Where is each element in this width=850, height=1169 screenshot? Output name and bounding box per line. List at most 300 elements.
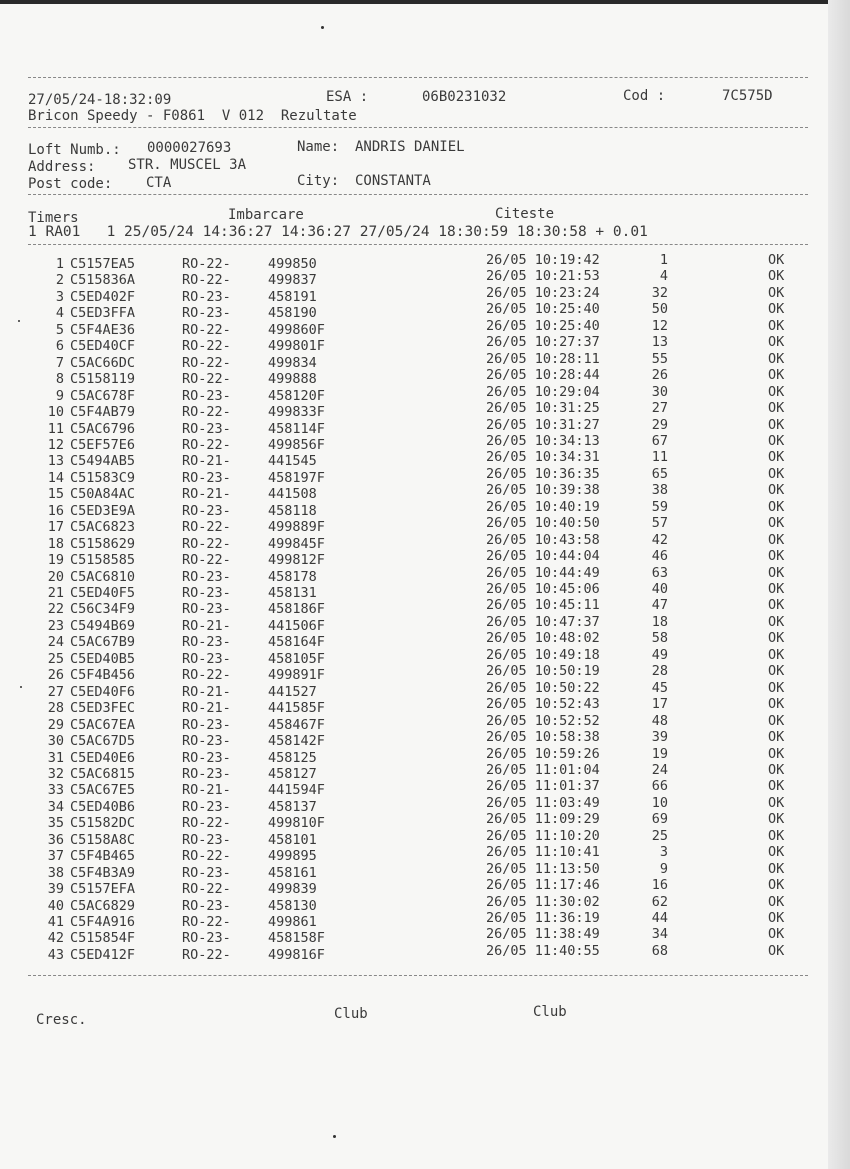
position: 69 (651, 811, 668, 828)
ring-id: C5ED40E6 (70, 749, 136, 766)
status-ok: OK (768, 663, 785, 680)
arrival-time: 26/05 11:13:50 (486, 860, 600, 877)
ring-number: 458120F (268, 387, 325, 404)
row-index: 33 (47, 782, 64, 799)
ring-id: C5ED402F (70, 288, 136, 305)
ring-series: RO-23- (182, 387, 231, 404)
result-row (0, 498, 850, 519)
result-row (0, 317, 850, 338)
ring-id: C5494B69 (70, 617, 136, 634)
row-index: 31 (47, 749, 64, 766)
status-ok: OK (768, 482, 785, 499)
result-row (0, 465, 850, 486)
postcode-label: Post code: (28, 176, 113, 192)
arrival-time: 26/05 10:58:38 (486, 729, 600, 746)
position: 13 (651, 334, 668, 351)
row-index: 29 (47, 716, 64, 733)
arrival-time: 26/05 10:29:04 (486, 383, 600, 400)
ring-number: 458164F (268, 634, 325, 651)
ring-series: RO-23- (182, 585, 231, 601)
separator-line (28, 244, 808, 245)
ring-id: C5157EA5 (70, 256, 136, 272)
ring-id: C5AC67B9 (70, 634, 136, 651)
ring-id: C5ED412F (70, 946, 136, 963)
ring-number: 458190 (268, 305, 317, 322)
position: 39 (651, 729, 668, 746)
status-ok: OK (768, 745, 785, 762)
row-index: 11 (47, 420, 64, 437)
arrival-time: 26/05 10:25:40 (486, 301, 600, 318)
ring-id: C5ED40CF (70, 338, 136, 355)
ring-number: 499888 (268, 371, 317, 388)
arrival-time: 26/05 11:09:29 (486, 811, 600, 828)
status-ok: OK (768, 778, 785, 795)
position: 30 (651, 383, 668, 400)
ring-id: C5AC6810 (70, 568, 136, 585)
ring-series: RO-23- (182, 469, 231, 486)
row-index: 19 (47, 552, 64, 569)
ring-series: RO-21- (182, 453, 231, 470)
ring-series: RO-23- (182, 305, 231, 322)
ring-series: RO-22- (182, 338, 231, 355)
club-label-2: Club (533, 1004, 567, 1020)
row-index: 13 (47, 453, 64, 470)
status-ok: OK (768, 416, 785, 433)
ring-series: RO-22- (182, 914, 231, 930)
arrival-time: 26/05 10:19:42 (486, 252, 600, 268)
row-index: 34 (47, 798, 64, 815)
ring-series: RO-22- (182, 519, 231, 536)
result-row (0, 877, 850, 898)
ring-number: 458131 (268, 585, 317, 601)
ring-number: 458105F (268, 650, 325, 667)
postcode-value: CTA (146, 175, 172, 191)
position: 50 (651, 301, 668, 318)
ring-series: RO-23- (182, 420, 231, 437)
ring-series: RO-22- (182, 552, 231, 569)
row-index: 7 (55, 354, 64, 371)
ring-series: RO-22- (182, 436, 231, 453)
ring-series: RO-23- (182, 733, 231, 750)
ring-number: 458197F (268, 469, 325, 486)
separator-line (28, 194, 808, 195)
status-ok: OK (768, 942, 785, 959)
ring-number: 499839 (268, 881, 317, 898)
ring-id: C5494AB5 (70, 453, 136, 470)
result-row (0, 663, 850, 684)
timers-label: Timers (28, 210, 79, 226)
position: 32 (651, 284, 668, 301)
ring-id: C5AC66DC (70, 354, 136, 371)
status-ok: OK (768, 334, 785, 351)
result-row (0, 794, 850, 815)
position: 19 (651, 745, 668, 762)
ring-id: C50A84AC (70, 486, 136, 503)
position: 44 (651, 910, 668, 926)
ring-series: RO-22- (182, 815, 231, 832)
ring-id: C5F4AB79 (70, 404, 136, 421)
position: 18 (651, 613, 668, 630)
status-ok: OK (768, 597, 785, 614)
status-ok: OK (768, 383, 785, 400)
ring-number: 499850 (268, 256, 317, 272)
city-value: CONSTANTA (355, 173, 431, 189)
position: 55 (651, 350, 668, 367)
ring-series: RO-22- (182, 256, 231, 272)
ring-number: 458178 (268, 568, 317, 585)
row-index: 3 (55, 288, 64, 305)
ring-id: C515836A (70, 272, 136, 289)
ring-number: 499845F (268, 535, 325, 552)
position: 9 (659, 860, 668, 877)
row-index: 41 (47, 914, 64, 930)
ring-id: C5F4B456 (70, 667, 136, 684)
city-label: City: (297, 173, 340, 189)
row-index: 27 (47, 683, 64, 700)
arrival-time: 26/05 10:27:37 (486, 334, 600, 351)
status-ok: OK (768, 432, 785, 449)
position: 17 (651, 696, 668, 713)
ring-series: RO-21- (182, 782, 231, 799)
ring-series: RO-23- (182, 831, 231, 848)
loft-label: Loft Numb.: (28, 142, 121, 158)
ring-series: RO-23- (182, 716, 231, 733)
result-row (0, 548, 850, 569)
arrival-time: 26/05 10:45:11 (486, 597, 600, 614)
cod-value: 7C575D (722, 88, 773, 104)
ring-number: 458186F (268, 601, 325, 618)
status-ok: OK (768, 564, 785, 581)
result-row (0, 416, 850, 437)
position: 34 (651, 926, 668, 943)
position: 57 (651, 515, 668, 532)
position: 1 (659, 252, 668, 268)
row-index: 25 (47, 650, 64, 667)
position: 47 (651, 597, 668, 614)
result-row (0, 613, 850, 634)
ring-id: C5AC6796 (70, 420, 136, 437)
ring-id: C5AC67E5 (70, 782, 136, 799)
ring-id: C5ED40F6 (70, 683, 136, 700)
ring-number: 499889F (268, 519, 325, 536)
arrival-time: 26/05 10:50:19 (486, 663, 600, 680)
status-ok: OK (768, 465, 785, 482)
ring-id: C5F4B465 (70, 848, 136, 865)
result-row (0, 515, 850, 536)
row-index: 17 (47, 519, 64, 536)
ring-number: 441527 (268, 683, 317, 700)
arrival-time: 26/05 11:10:41 (486, 844, 600, 861)
ring-id: C5158A8C (70, 831, 136, 848)
row-index: 30 (47, 733, 64, 750)
ring-id: C5AC678F (70, 387, 136, 404)
arrival-time: 26/05 10:34:13 (486, 432, 600, 449)
status-ok: OK (768, 548, 785, 565)
status-ok: OK (768, 646, 785, 663)
arrival-time: 26/05 11:01:37 (486, 778, 600, 795)
ring-id: C5157EFA (70, 881, 136, 898)
ring-series: RO-22- (182, 321, 231, 338)
ring-series: RO-23- (182, 798, 231, 815)
separator-line (28, 975, 808, 976)
status-ok: OK (768, 350, 785, 367)
ring-series: RO-23- (182, 502, 231, 519)
ring-id: C5AC6829 (70, 897, 136, 914)
row-index: 40 (47, 897, 64, 914)
loft-number: 0000027693 (147, 140, 232, 156)
separator-line (28, 77, 808, 78)
result-row (0, 778, 850, 799)
ring-id: C5158585 (70, 552, 136, 569)
row-index: 24 (47, 634, 64, 651)
arrival-time: 26/05 11:30:02 (486, 893, 600, 910)
status-ok: OK (768, 400, 785, 417)
result-row (0, 449, 850, 470)
arrival-time: 26/05 10:48:02 (486, 630, 600, 647)
status-ok: OK (768, 877, 785, 894)
position: 38 (651, 482, 668, 499)
result-row (0, 432, 850, 453)
position: 67 (651, 432, 668, 449)
ring-id: C5ED3FEC (70, 700, 136, 717)
result-row (0, 646, 850, 667)
ring-id: C5158119 (70, 371, 136, 388)
esa-value: 06B0231032 (422, 89, 507, 105)
ring-id: C5ED3FFA (70, 305, 136, 322)
result-row (0, 301, 850, 322)
ring-series: RO-23- (182, 864, 231, 881)
row-index: 5 (55, 321, 64, 338)
row-index: 10 (47, 404, 64, 421)
row-index: 23 (47, 617, 64, 634)
position: 29 (651, 416, 668, 433)
ring-series: RO-22- (182, 946, 231, 963)
status-ok: OK (768, 268, 785, 285)
address-label: Address: (28, 159, 96, 175)
result-row (0, 926, 850, 947)
status-ok: OK (768, 761, 785, 778)
arrival-time: 26/05 11:36:19 (486, 910, 600, 926)
ring-series: RO-23- (182, 650, 231, 667)
arrival-time: 26/05 10:39:38 (486, 482, 600, 499)
arrival-time: 26/05 10:52:43 (486, 696, 600, 713)
row-index: 37 (47, 848, 64, 865)
scan-speck (321, 26, 324, 29)
arrival-time: 26/05 10:31:27 (486, 416, 600, 433)
result-row (0, 910, 850, 930)
position: 42 (651, 531, 668, 548)
arrival-time: 26/05 11:10:20 (486, 827, 600, 844)
arrival-time: 26/05 11:38:49 (486, 926, 600, 943)
position: 25 (651, 827, 668, 844)
arrival-time: 26/05 10:40:50 (486, 515, 600, 532)
arrival-time: 26/05 10:47:37 (486, 613, 600, 630)
status-ok: OK (768, 893, 785, 910)
position: 58 (651, 630, 668, 647)
ring-id: C5AC6823 (70, 519, 136, 536)
result-row (0, 761, 850, 782)
ring-number: 458127 (268, 765, 317, 782)
ring-id: C5F4B3A9 (70, 864, 136, 881)
status-ok: OK (768, 531, 785, 548)
position: 26 (651, 367, 668, 384)
ring-number: 441545 (268, 453, 317, 470)
result-row (0, 696, 850, 717)
ring-series: RO-23- (182, 897, 231, 914)
position: 24 (651, 761, 668, 778)
status-ok: OK (768, 926, 785, 943)
ring-series: RO-23- (182, 568, 231, 585)
ring-series: RO-22- (182, 848, 231, 865)
position: 46 (651, 548, 668, 565)
status-ok: OK (768, 811, 785, 828)
ring-number: 458191 (268, 288, 317, 305)
cod-label: Cod : (623, 88, 666, 104)
row-index: 16 (47, 502, 64, 519)
ring-series: RO-23- (182, 634, 231, 651)
arrival-time: 26/05 10:45:06 (486, 581, 600, 597)
arrival-time: 26/05 10:44:49 (486, 564, 600, 581)
result-row (0, 712, 850, 733)
position: 63 (651, 564, 668, 581)
status-ok: OK (768, 827, 785, 844)
row-index: 42 (47, 930, 64, 947)
scan-top-edge (0, 0, 850, 4)
ring-series: RO-21- (182, 683, 231, 700)
name-label: Name: (297, 139, 340, 155)
result-row (0, 284, 850, 305)
status-ok: OK (768, 794, 785, 811)
row-index: 1 (55, 256, 64, 272)
row-index: 6 (55, 338, 64, 355)
position: 4 (659, 268, 668, 285)
address-value: STR. MUSCEL 3A (128, 157, 247, 173)
ring-id: C5AC6815 (70, 765, 136, 782)
ring-series: RO-22- (182, 354, 231, 371)
position: 40 (651, 581, 668, 597)
status-ok: OK (768, 498, 785, 515)
ring-series: RO-22- (182, 667, 231, 684)
ring-series: RO-21- (182, 700, 231, 717)
club-label: Club (334, 1006, 368, 1022)
ring-number: 499837 (268, 272, 317, 289)
arrival-time: 26/05 10:34:31 (486, 449, 600, 466)
ring-id: C5ED40F5 (70, 585, 136, 601)
ring-number: 458118 (268, 502, 317, 519)
ring-number: 499895 (268, 848, 317, 865)
status-ok: OK (768, 317, 785, 334)
status-ok: OK (768, 860, 785, 877)
position: 65 (651, 465, 668, 482)
row-index: 18 (47, 535, 64, 552)
ring-number: 458125 (268, 749, 317, 766)
status-ok: OK (768, 367, 785, 384)
ring-number: 499816F (268, 946, 325, 963)
result-row (0, 844, 850, 865)
arrival-time: 26/05 10:25:40 (486, 317, 600, 334)
ring-number: 499861 (268, 914, 317, 930)
esa-label: ESA : (326, 89, 369, 105)
result-row (0, 334, 850, 355)
row-index: 4 (55, 305, 64, 322)
status-ok: OK (768, 679, 785, 696)
scan-speck (333, 1135, 336, 1138)
arrival-time: 26/05 10:36:35 (486, 465, 600, 482)
ring-number: 441585F (268, 700, 325, 717)
row-index: 15 (47, 486, 64, 503)
result-row (0, 679, 850, 700)
ring-id: C5AC67D5 (70, 733, 136, 750)
ring-number: 458114F (268, 420, 325, 437)
status-ok: OK (768, 844, 785, 861)
separator-line (28, 127, 808, 128)
ring-series: RO-22- (182, 535, 231, 552)
result-row (0, 811, 850, 832)
position: 68 (651, 942, 668, 959)
ring-series: RO-22- (182, 272, 231, 289)
timer-row: 1 RA01 1 25/05/24 14:36:27 14:36:27 27/05/24 18:30:59 18:30:58 + 0.01 (28, 224, 648, 240)
ring-id: C5158629 (70, 535, 136, 552)
ring-number: 458142F (268, 733, 325, 750)
row-index: 14 (47, 469, 64, 486)
ring-id: C51582DC (70, 815, 136, 832)
result-row (0, 383, 850, 404)
row-index: 2 (55, 272, 64, 289)
ring-number: 499891F (268, 667, 325, 684)
ring-number: 499833F (268, 404, 325, 421)
ring-id: C515854F (70, 930, 136, 947)
row-index: 28 (47, 700, 64, 717)
program-line: Bricon Speedy - F0861 V 012 Rezultate (28, 108, 357, 124)
row-index: 22 (47, 601, 64, 618)
row-index: 36 (47, 831, 64, 848)
ring-number: 458158F (268, 930, 325, 947)
ring-number: 458467F (268, 716, 325, 733)
ring-number: 458130 (268, 897, 317, 914)
ring-number: 441508 (268, 486, 317, 503)
result-row (0, 827, 850, 848)
row-index: 8 (55, 371, 64, 388)
status-ok: OK (768, 515, 785, 532)
ring-series: RO-22- (182, 881, 231, 898)
row-index: 32 (47, 765, 64, 782)
ring-number: 499801F (268, 338, 325, 355)
ring-number: 499856F (268, 436, 325, 453)
row-index: 38 (47, 864, 64, 881)
ring-series: RO-23- (182, 749, 231, 766)
position: 49 (651, 646, 668, 663)
ring-id: C5AC67EA (70, 716, 136, 733)
position: 48 (651, 712, 668, 729)
row-index: 12 (47, 436, 64, 453)
row-index: 35 (47, 815, 64, 832)
status-ok: OK (768, 910, 785, 926)
arrival-time: 26/05 10:40:19 (486, 498, 600, 515)
ring-series: RO-23- (182, 288, 231, 305)
result-row (0, 367, 850, 388)
ring-series: RO-22- (182, 371, 231, 388)
print-timestamp: 27/05/24-18:32:09 (28, 92, 172, 108)
row-index: 21 (47, 585, 64, 601)
arrival-time: 26/05 10:23:24 (486, 284, 600, 301)
status-ok: OK (768, 284, 785, 301)
ring-number: 441506F (268, 617, 325, 634)
ring-series: RO-23- (182, 930, 231, 947)
arrival-time: 26/05 11:40:55 (486, 942, 600, 959)
position: 28 (651, 663, 668, 680)
result-row (0, 531, 850, 552)
ring-number: 458101 (268, 831, 317, 848)
